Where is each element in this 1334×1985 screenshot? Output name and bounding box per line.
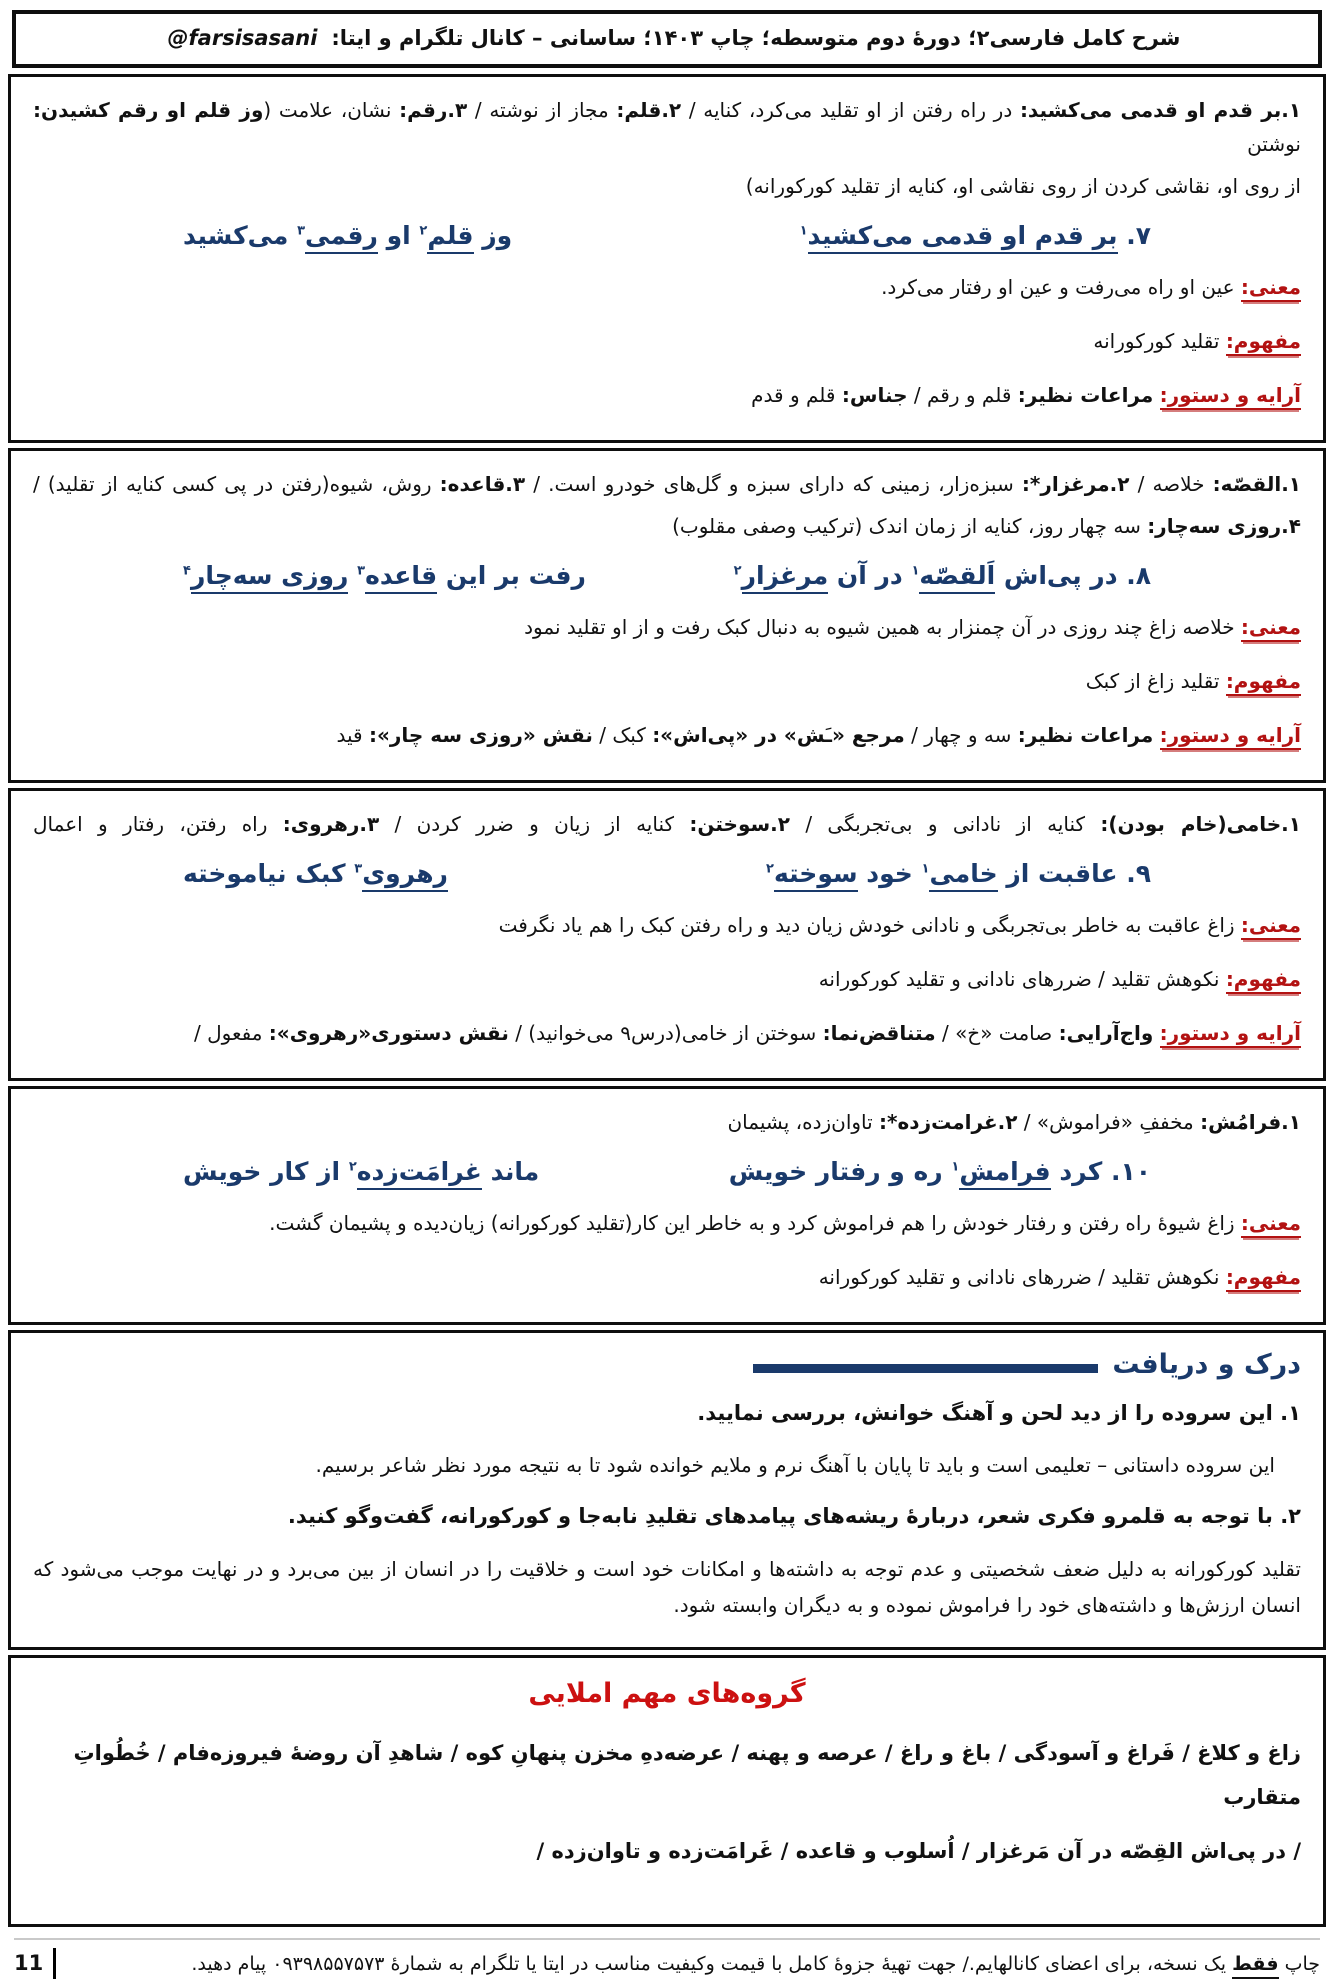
vocab-line: ۴.روزی سه‌چار: سه چهار روز، کنایه از زمان اندک (ترکیب وصفی مقلوب) — [672, 513, 1301, 538]
device-text: مراعات نظیر: قلم و رقم / جناس: قلم و قدم — [751, 382, 1154, 407]
concept-text: نکوهش تقلید / ضررهای نادانی و تقلید کورکورانه — [818, 1264, 1220, 1289]
footer-divider — [14, 1938, 1320, 1940]
verse-hemistich-right: ۱۰. کرد فرامش$^۱$ ره و رفتار خویش — [729, 1157, 1151, 1186]
device-text: واج‌آرایی: صامت «خ» / متناقض‌نما: سوختن از خامی(درس۹ می‌خوانید) / نقش دستوری«رهروی»: مفعول / — [194, 1020, 1154, 1045]
vocab-line: ۱.فرامُش: مخففِ «فراموش» / ۲.غرامت‌زده*: تاوان‌زده، پشیمان — [727, 1109, 1301, 1134]
verse-hemistich-right: ۹. عاقبت از خامی$^۱$ خود سوخته$^۲$ — [766, 859, 1151, 888]
verse-hemistich-left: ماند غرامَت‌زده$^۲$ از کار خویش — [183, 1157, 539, 1186]
verse-9-section — [8, 788, 1326, 1081]
device-label: آرایه و دستور: — [1160, 383, 1301, 410]
meaning-text: زاغ عاقبت به خاطر بی‌تجربگی و نادانی خودش زیان دید و راه رفتن کبک را هم یاد نگرفت — [498, 912, 1235, 937]
meaning-label: معنی: — [1241, 275, 1301, 302]
verse-9-line — [33, 859, 1301, 888]
verse-10-section — [8, 1086, 1326, 1325]
meaning-label: معنی: — [1241, 913, 1301, 940]
concept-row — [33, 962, 1301, 996]
concept-label: مفهوم: — [1226, 1265, 1301, 1292]
meaning-text: خلاصه زاغ چند روزی در آن چمنزار به همین شیوه به دنبال کبک رفت و از او تقلید نمود — [524, 614, 1235, 639]
concept-row — [33, 664, 1301, 698]
answer-1: این سروده داستانی – تعلیمی است و باید تا پایان با آهنگ نرم و ملایم خوانده شود تا به نتیجه مورد نظر شاعر برسیم. — [315, 1453, 1275, 1478]
concept-row — [33, 324, 1301, 358]
concept-text: تقلید کورکورانه — [1093, 328, 1220, 353]
question-2: ۲. با توجه به قلمرو فکری شعر، دربارهٔ ریشه‌های پیامدهای تقلیدِ نابه‌جا و کورکورانه، گفت‌وگو کنید. — [287, 1504, 1301, 1529]
verse-hemistich-left: وز قلم$^۲$ او رقمی$^۳$ می‌کشید — [183, 221, 512, 250]
concept-label: مفهوم: — [1226, 967, 1301, 994]
concept-label: مفهوم: — [1226, 329, 1301, 356]
footer-note: چاپ فقط یک نسخه، برای اعضای کانالهایم./ جهت تهیهٔ جزوهٔ کامل با قیمت وکیفیت مناسب در ایتا یا تلگرام به شمارهٔ ۰۹۳۹۸۵۵۷۵۷۳ پیام دهید. — [191, 1950, 1320, 1979]
vocab-line: ۱.القصّه: خلاصه / ۲.مرغزار*: سبزه‌زار، زمینی که دارای سبزه و گل‌های خودرو است. / ۳.قاعده: روش، شیوه(رفتن در پی کسی کنایه از تقلید) / — [33, 471, 1302, 496]
spelling-line: زاغ و کلاغ / فَراغ و آسودگی / باغ و راغ / عرصه و پهنه / عرضه‌دهِ مخزن پنهانِ کوه / شاهدِ آن روضهٔ فیروزه‌فام / خُطُواتِ متقارب — [73, 1740, 1301, 1809]
meaning-label: معنی: — [1241, 615, 1301, 642]
verse-hemistich-right: ۸. در پی‌اش اَلقصّه$^۱$ در آن مرغزار$^۲$ — [734, 561, 1151, 590]
verse-7-section — [8, 74, 1326, 443]
comprehension-title: درک و دریافت — [1112, 1348, 1301, 1380]
meaning-label: معنی: — [1241, 1211, 1301, 1238]
meaning-row — [33, 1206, 1301, 1240]
meaning-text: زاغ شیوهٔ راه رفتن و رفتار خودش را هم فراموش کرد و به خاطر این کار(تقلید کورکورانه) زیان‌دیده و پشیمان گشت. — [269, 1210, 1235, 1235]
concept-label: مفهوم: — [1226, 669, 1301, 696]
device-text: مراعات نظیر: سه و چهار / مرجع «ـَش» در «پی‌اش»: کبک / نقش «روزی سه چار»: قید — [336, 722, 1154, 747]
answer-2: تقلید کورکورانه به دلیل ضعف شخصیتی و عدم توجه به داشته‌ها و امکانات خود است و خلاقیت را در انسان از بین می‌برد و در نهایت موجب می‌شود که انسان ارزش‌ها و داشته‌های خود را فراموش نموده و به دیگران وابسته شود. — [33, 1557, 1301, 1618]
spelling-line: / در پی‌اش القِصّه در آن مَرغزار / اُسلوب و قاعده / غَرامَت‌زده و تاوان‌زده / — [536, 1838, 1301, 1863]
comprehension-section — [8, 1330, 1326, 1650]
title-rule — [753, 1364, 1098, 1373]
verse-hemistich-left: رفت بر این قاعده$^۳$ روزی سه‌چار$^۴$ — [183, 561, 586, 590]
comprehension-title-row — [33, 1349, 1301, 1380]
meaning-row — [33, 610, 1301, 644]
device-label: آرایه و دستور: — [1160, 1021, 1301, 1048]
spelling-section — [8, 1655, 1326, 1927]
header-title: شرح کامل فارسی۲؛ دورهٔ دوم متوسطه؛ چاپ ۱۴۰۳؛ ساسانی – کانال تلگرام و ایتا:@farsisasani — [167, 26, 1181, 50]
concept-text: نکوهش تقلید / ضررهای نادانی و تقلید کورکورانه — [818, 966, 1220, 991]
page-footer — [14, 1936, 1320, 1980]
spelling-title: گروه‌های مهم املایی — [528, 1677, 806, 1709]
verse-8-section — [8, 448, 1326, 783]
verse-hemistich-right: ۷. بر قدم او قدمی می‌کشید$^۱$ — [800, 221, 1151, 250]
page-header — [12, 10, 1322, 68]
vocab-line: از روی او، نقاشی کردن از روی نقاشی او، کنایه از تقلید کورکورانه) — [745, 173, 1301, 198]
meaning-row — [33, 270, 1301, 304]
vocab-line: ۱.بر قدم او قدمی می‌کشید: در راه رفتن از او تقلید می‌کرد، کنایه / ۲.قلم: مجاز از نوشته / ۳.رقم: نشان، علامت (وز قلم او رقم کشیدن: نوشتن — [33, 97, 1302, 156]
device-label: آرایه و دستور: — [1160, 723, 1301, 750]
meaning-text: عین او راه می‌رفت و عین او رفتار می‌کرد. — [881, 274, 1235, 299]
concept-row — [33, 1260, 1301, 1294]
verse-8-line — [33, 561, 1301, 590]
vocab-line: ۱.خامی(خام بودن): کنایه از نادانی و بی‌تجربگی / ۲.سوختن: کنایه از زیان و ضرر کردن / ۳.رهروی: راه رفتن، رفتار و اعمال — [33, 811, 1301, 836]
device-row — [33, 378, 1301, 412]
verse-hemistich-left: رهروی$^۳$ کبک نیاموخته — [183, 859, 448, 888]
meaning-row — [33, 908, 1301, 942]
page-number: 11 — [14, 1948, 56, 1980]
concept-text: تقلید زاغ از کبک — [1085, 668, 1220, 693]
verse-7-line — [33, 221, 1301, 250]
device-row — [33, 718, 1301, 752]
verse-10-line — [33, 1157, 1301, 1186]
question-1: ۱. این سروده را از دید لحن و آهنگ خوانش، بررسی نمایید. — [697, 1400, 1301, 1425]
device-row — [33, 1016, 1301, 1050]
